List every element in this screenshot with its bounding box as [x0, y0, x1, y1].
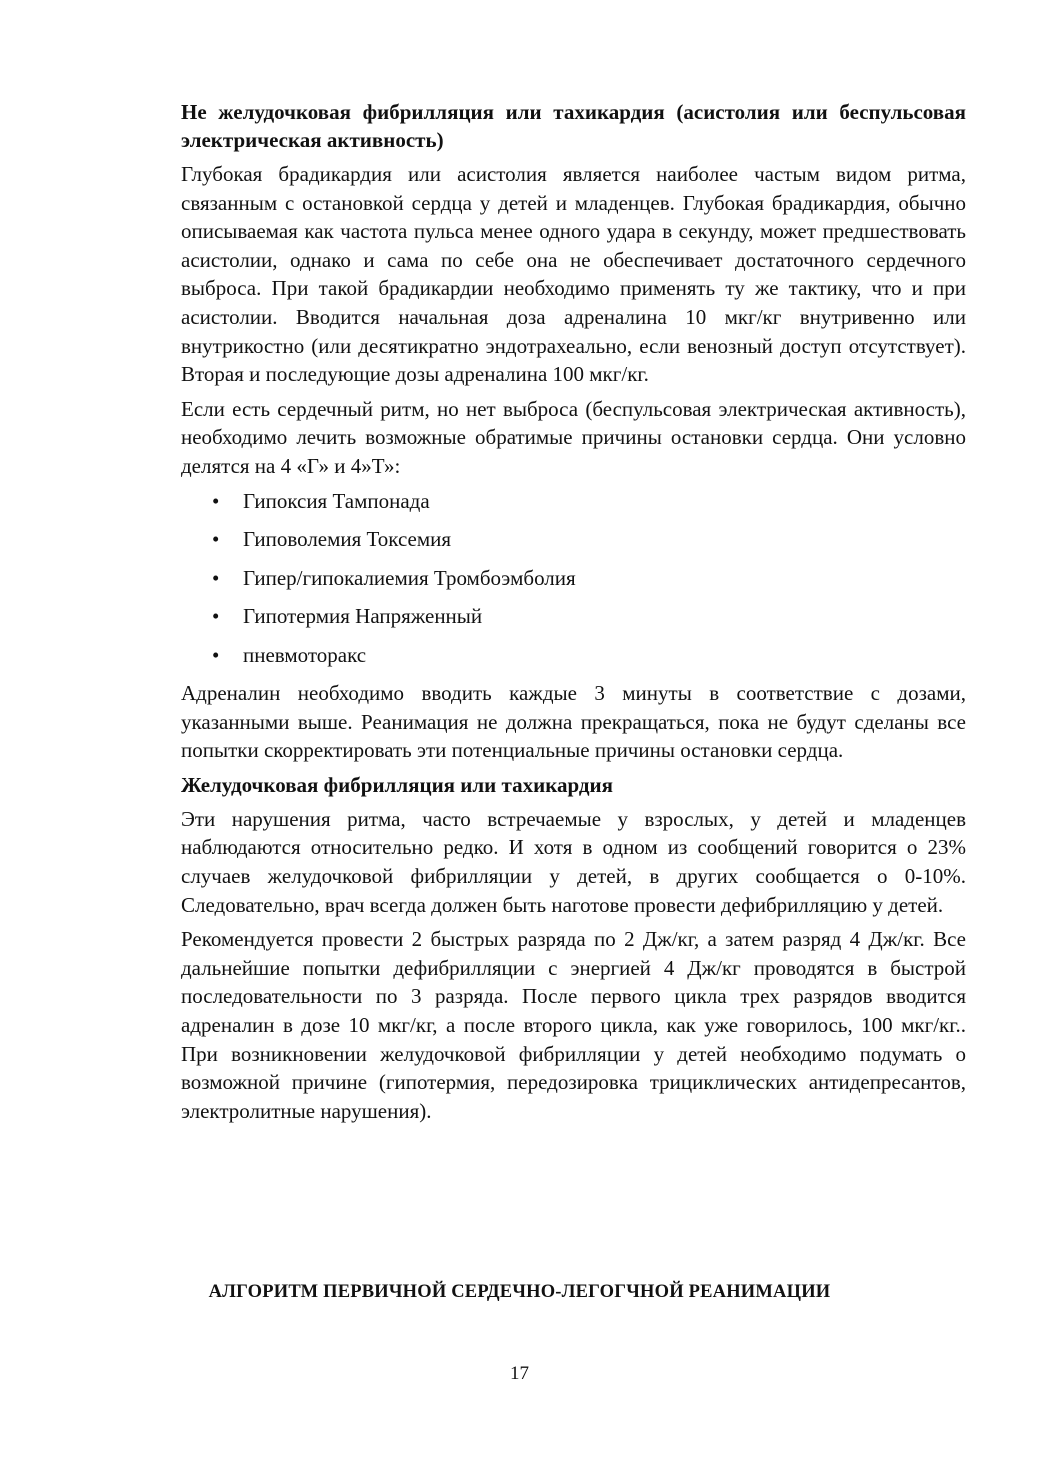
bullet-icon: • [212, 488, 220, 513]
paragraph-bradycardia: Глубокая брадикардия или асистолия является наиболее частым видом ритма, связанным с остановкой сердца у детей и младенцев. Глубокая брадикардия, обычно описываемая как частота пульса менее одного удара в секунду, может предшествовать асистолии, однако и сама по себе она не обеспечивает достаточного сердечного выброса. При такой брадикардии необходимо применять ту же тактику, что и при асистолии. Вводится начальная доза адреналина 10 мкг/кг внутривенно или внутрикостно (или десятикратно эндотрахеально, если венозный доступ отсутствует). Вторая и последующие дозы адреналина 100 мкг/кг. [181, 162, 966, 387]
section-heading-non-vf: Не желудочковая фибрилляция или тахикардия (асистолия или беспульсовая электрическая активность) [181, 100, 966, 152]
page-body [181, 98, 966, 1131]
page-number: 17 [510, 1363, 529, 1384]
bullet-icon: • [212, 604, 220, 629]
list-item: • Гипер/гипокалиемия Тромбоэмболия [212, 565, 576, 590]
paragraph-adrenaline: Адреналин необходимо вводить каждые 3 минуты в соответствие с дозами, указанными выше. Реанимация не должна прекращаться, пока не будут сделаны все попытки скорректировать эти потенциальные причины остановки сердца. [181, 681, 966, 763]
paragraph-vf-incidence: Эти нарушения ритма, часто встречаемые у взрослых, у детей и младенцев наблюдаются относительно редко. И хотя в одном из сообщений говорится о 23% случаев желудочковой фибрилляции у детей, в других сообщается о 0-10%. Следовательно, врач всегда должен быть наготове провести дефибрилляцию у детей. [181, 806, 966, 917]
bullet-icon: • [212, 565, 220, 590]
causes-list [181, 487, 966, 669]
list-item: • пневмоторакс [212, 642, 367, 667]
paragraph-pulseless-activity: Если есть сердечный ритм, но нет выброса (беспульсовая электрическая активность), необходимо лечить возможные обратимые причины остановки сердца. Они условно делятся на 4 «Г» и 4»Т»: [181, 396, 966, 478]
paragraph-defibrillation: Рекомендуется провести 2 быстрых разряда по 2 Дж/кг, а затем разряд 4 Дж/кг. Все дальнейшие попытки дефибрилляции с энергией 4 Дж/кг проводятся в быстрой последовательности по 3 разряда. После первого цикла трех разрядов вводится адреналин в дозе 10 мкг/кг, а после второго цикла, как уже говорилось, 100 мкг/кг.. При возникновении желудочковой фибрилляции у детей необходимо подумать о возможной причине (гипотермия, передозировка трициклических антидепресантов, электролитные нарушения). [181, 927, 966, 1123]
algorithm-title: АЛГОРИТМ ПЕРВИЧНОЙ СЕРДЕЧНО-ЛЕГОГЧНОЙ РЕАНИМАЦИИ [208, 1282, 831, 1302]
list-item: • Гиповолемия Токсемия [212, 527, 452, 552]
bullet-icon: • [212, 642, 220, 667]
bullet-icon: • [212, 527, 220, 552]
list-item: • Гипотермия Напряженный [212, 604, 483, 629]
section-heading-vf: Желудочковая фибрилляция или тахикардия [181, 772, 613, 797]
list-item: • Гипоксия Тампонада [212, 488, 430, 513]
